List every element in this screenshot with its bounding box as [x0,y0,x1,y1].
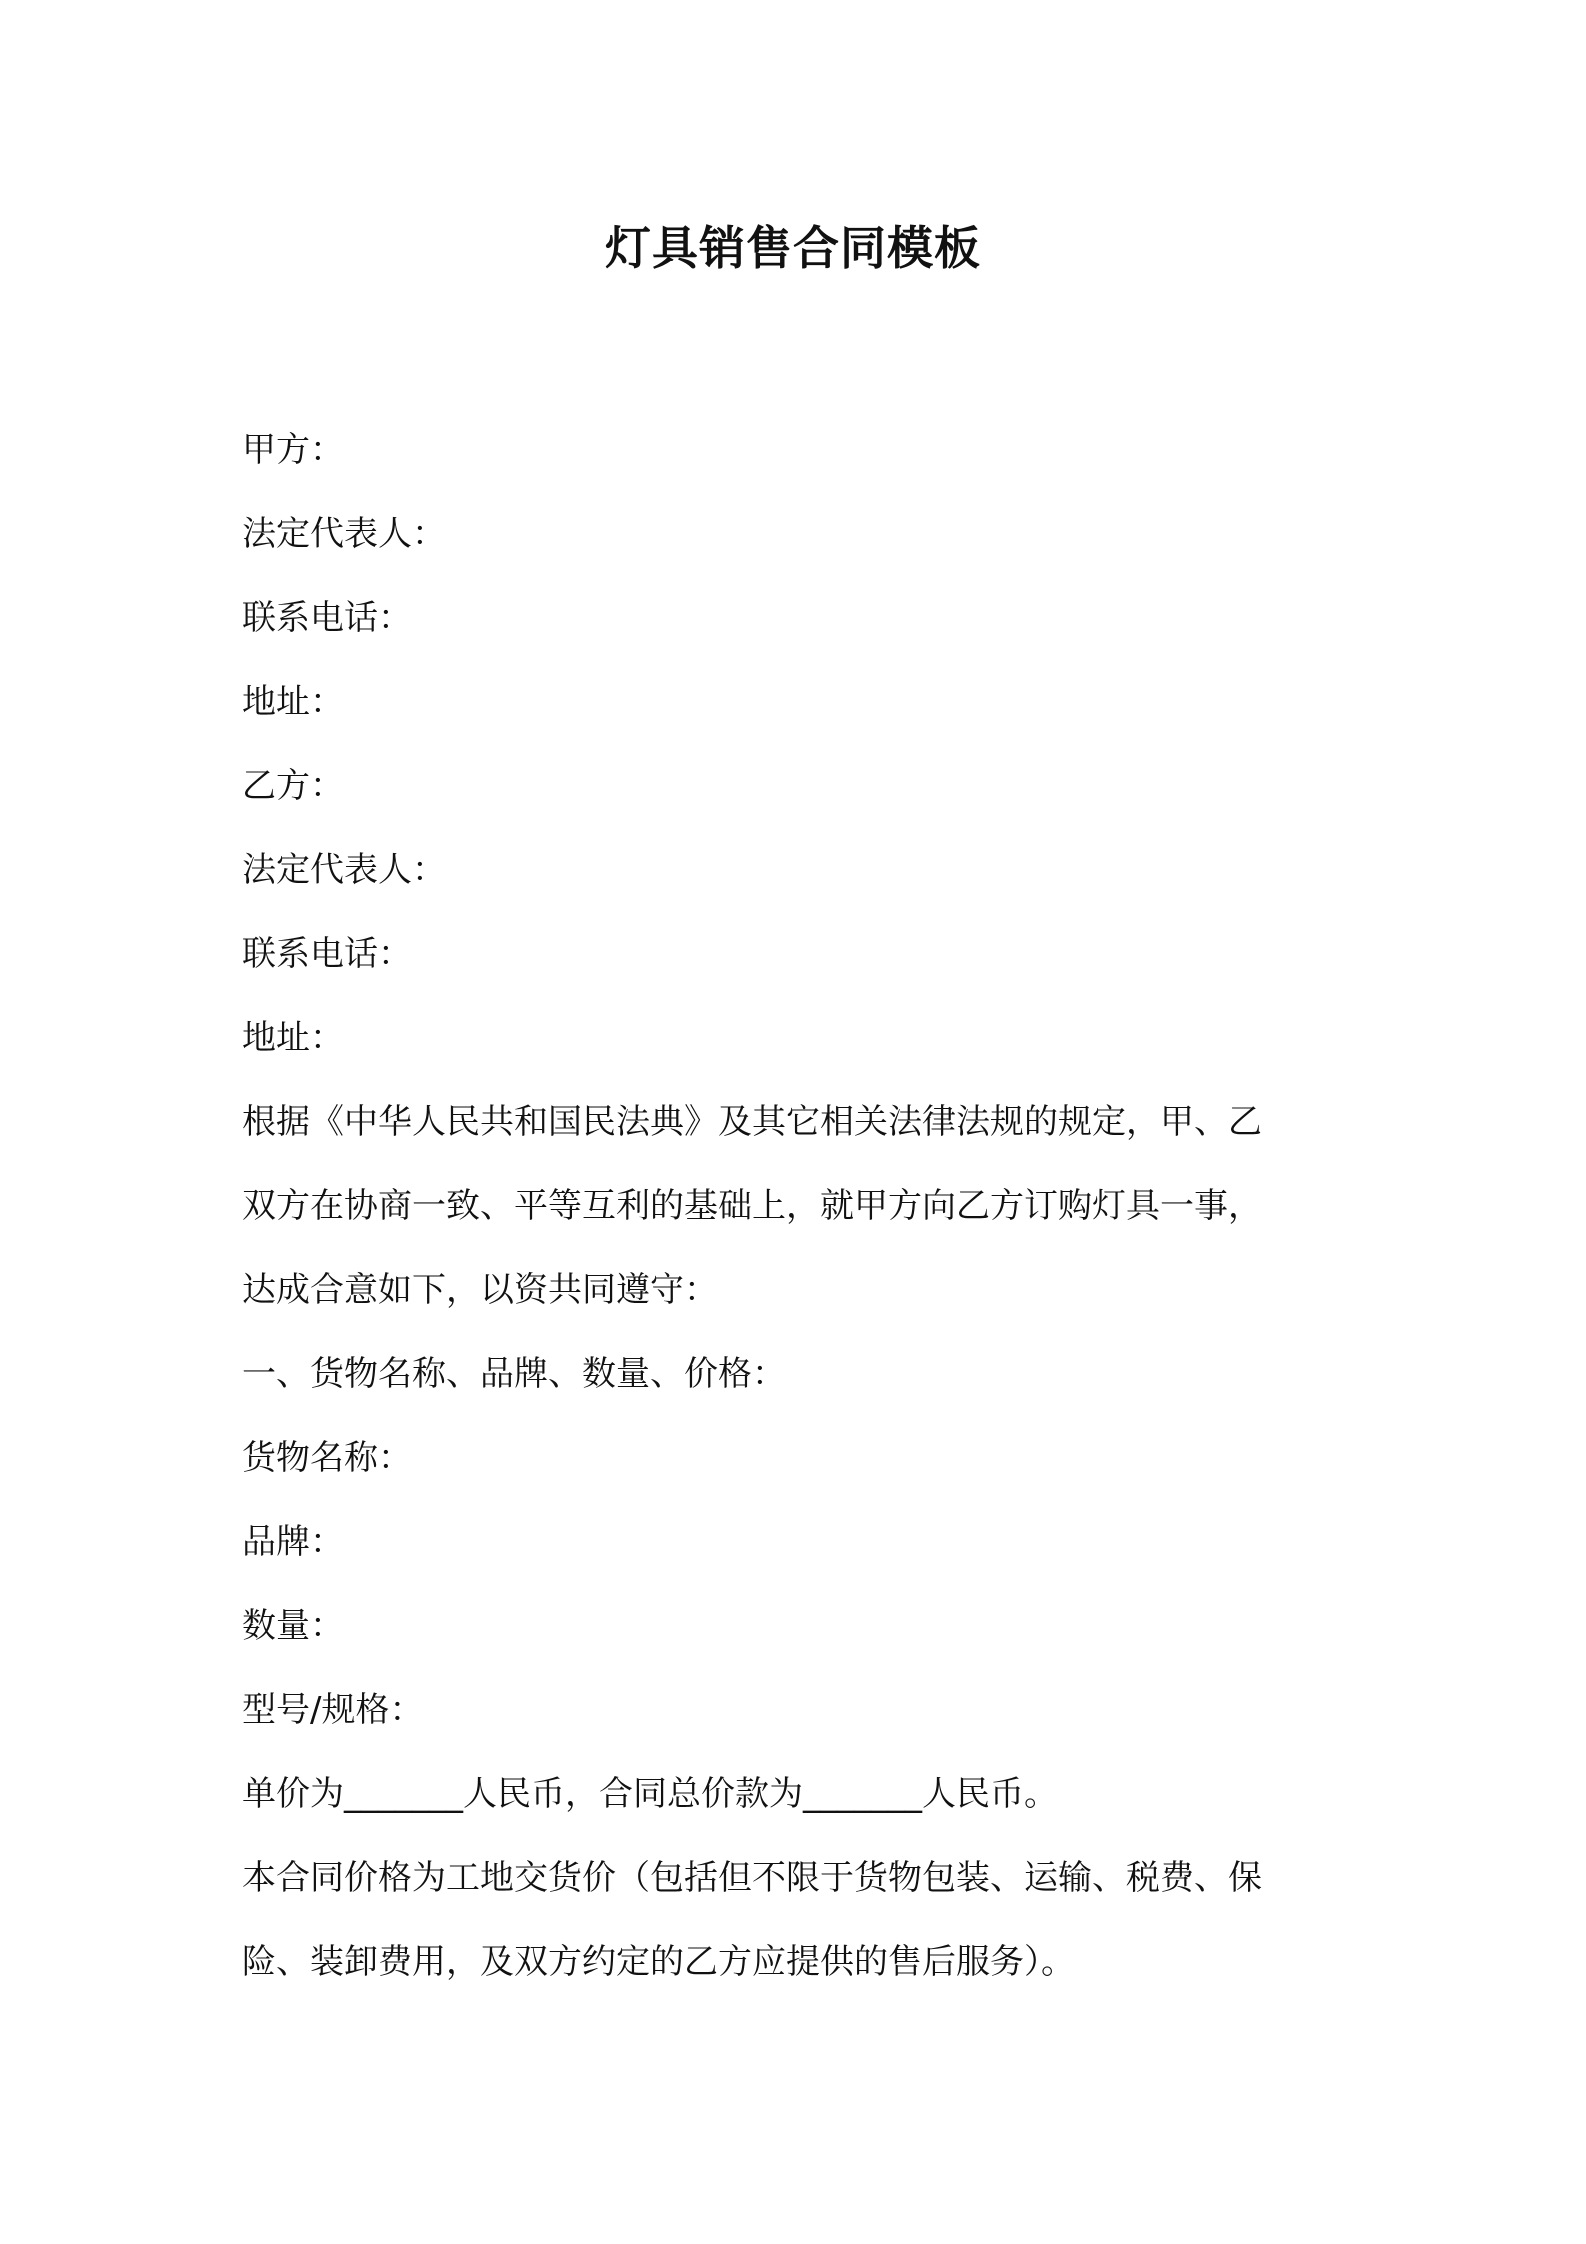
goods-brand: 品牌： [242,1522,344,1562]
goods-model-spec: 型号/规格： [242,1690,424,1730]
party-a-phone: 联系电话： [242,598,412,638]
price-terms-line-1: 本合同价格为工地交货价（包括但不限于货物包装、运输、税费、保 [242,1858,1262,1898]
document-title: 灯具销售合同模板 [605,221,981,275]
goods-name: 货物名称： [242,1438,412,1478]
intro-paragraph-line-1: 根据《中华人民共和国民法典》及其它相关法律法规的规定，甲、乙 [242,1102,1262,1142]
price-line: 单价为_______人民币，合同总价款为_______人民币。 [242,1774,1058,1814]
party-a-address: 地址： [242,682,344,722]
party-b-legal-representative: 法定代表人： [242,850,446,890]
goods-quantity: 数量： [242,1606,344,1646]
party-b-address: 地址： [242,1018,344,1058]
party-b-phone: 联系电话： [242,934,412,974]
party-b-label: 乙方： [242,766,344,806]
document-body [242,408,1362,2004]
price-terms-line-2: 险、装卸费用，及双方约定的乙方应提供的售后服务）。 [242,1942,1075,1982]
party-a-legal-representative: 法定代表人： [242,514,446,554]
section-heading-goods: 一、货物名称、品牌、数量、价格： [242,1354,786,1394]
intro-paragraph-line-3: 达成合意如下，以资共同遵守： [242,1270,718,1310]
party-a-label: 甲方： [242,430,344,470]
intro-paragraph-line-2: 双方在协商一致、平等互利的基础上，就甲方向乙方订购灯具一事， [242,1186,1262,1226]
